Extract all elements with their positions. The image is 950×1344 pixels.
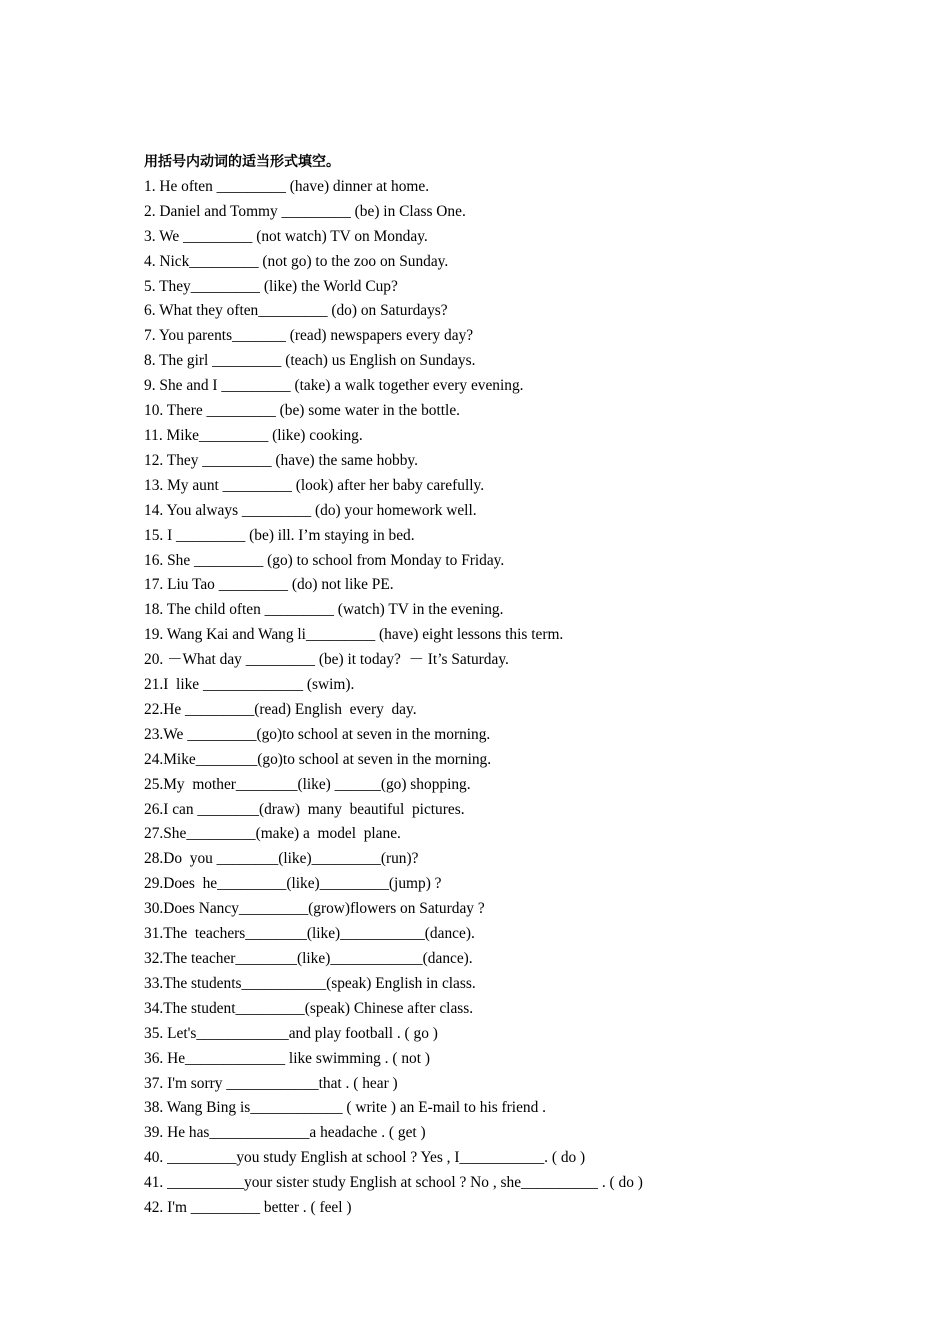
- exercise-item: 3. We _________ (not watch) TV on Monday.: [144, 227, 428, 245]
- worksheet-page: [144, 150, 904, 1221]
- exercise-item: 42. I'm _________ better . ( feel ): [144, 1199, 352, 1217]
- exercise-item: 5. They_________ (like) the World Cup?: [144, 277, 398, 295]
- exercise-item: 27.She_________(make) a model plane.: [144, 825, 401, 843]
- exercise-item: 8. The girl _________ (teach) us English on Sundays.: [144, 352, 476, 370]
- exercise-list: [144, 175, 904, 1221]
- exercise-item: 34.The student_________(speak) Chinese after class.: [144, 999, 474, 1017]
- exercise-item: 41. __________your sister study English at school ? No , she__________ . ( do ): [144, 1174, 643, 1192]
- exercise-item: 19. Wang Kai and Wang li_________ (have) eight lessons this term.: [144, 626, 564, 644]
- exercise-item: 28.Do you ________(like)_________(run)?: [144, 850, 419, 868]
- exercise-item: 1. He often _________ (have) dinner at home.: [144, 177, 430, 195]
- exercise-item: 20. －What day _________ (be) it today? － It’s Saturday.: [144, 651, 509, 669]
- exercise-item: 40. _________you study English at school ? Yes , I___________. ( do ): [144, 1149, 586, 1167]
- exercise-item: 36. He_____________ like swimming . ( not ): [144, 1049, 430, 1067]
- exercise-item: 26.I can ________(draw) many beautiful pictures.: [144, 800, 465, 818]
- exercise-item: 22.He _________(read) English every day.: [144, 700, 417, 718]
- exercise-item: 9. She and I _________ (take) a walk together every evening.: [144, 377, 524, 395]
- exercise-item: 17. Liu Tao _________ (do) not like PE.: [144, 576, 394, 594]
- exercise-item: 4. Nick_________ (not go) to the zoo on Sunday.: [144, 252, 449, 270]
- exercise-item: 33.The students___________(speak) English in class.: [144, 974, 476, 992]
- exercise-item: 37. I'm sorry ____________that . ( hear ): [144, 1074, 398, 1092]
- exercise-item: 15. I _________ (be) ill. I’m staying in bed.: [144, 526, 415, 544]
- exercise-item: 25.My mother________(like) ______(go) shopping.: [144, 775, 471, 793]
- exercise-item: 31.The teachers________(like)___________(dance).: [144, 925, 475, 943]
- instruction-heading: 用括号内动词的适当形式填空。: [144, 154, 340, 170]
- exercise-item: 11. Mike_________ (like) cooking.: [144, 426, 363, 444]
- exercise-item: 12. They _________ (have) the same hobby.: [144, 451, 418, 469]
- exercise-item: 29.Does he_________(like)_________(jump) ?: [144, 875, 442, 893]
- exercise-item: 23.We _________(go)to school at seven in the morning.: [144, 725, 491, 743]
- exercise-item: 35. Let's____________and play football . ( go ): [144, 1024, 438, 1042]
- exercise-item: 2. Daniel and Tommy _________ (be) in Class One.: [144, 202, 466, 220]
- exercise-item: 13. My aunt _________ (look) after her baby carefully.: [144, 476, 485, 494]
- exercise-item: 38. Wang Bing is____________ ( write ) an E-mail to his friend .: [144, 1099, 546, 1117]
- exercise-item: 18. The child often _________ (watch) TV in the evening.: [144, 601, 504, 619]
- exercise-item: 30.Does Nancy_________(grow)flowers on Saturday ?: [144, 900, 485, 918]
- exercise-item: 16. She _________ (go) to school from Monday to Friday.: [144, 551, 505, 569]
- exercise-item: 6. What they often_________ (do) on Saturdays?: [144, 302, 448, 320]
- exercise-item: 7. You parents_______ (read) newspapers every day?: [144, 327, 474, 345]
- exercise-item: 21.I like _____________ (swim).: [144, 676, 355, 694]
- exercise-item: 14. You always _________ (do) your homework well.: [144, 501, 477, 519]
- exercise-item: 10. There _________ (be) some water in the bottle.: [144, 402, 460, 420]
- exercise-item: 39. He has_____________a headache . ( get ): [144, 1124, 426, 1142]
- exercise-item: 32.The teacher________(like)____________(dance).: [144, 950, 473, 967]
- exercise-item: 24.Mike________(go)to school at seven in the morning.: [144, 750, 492, 768]
